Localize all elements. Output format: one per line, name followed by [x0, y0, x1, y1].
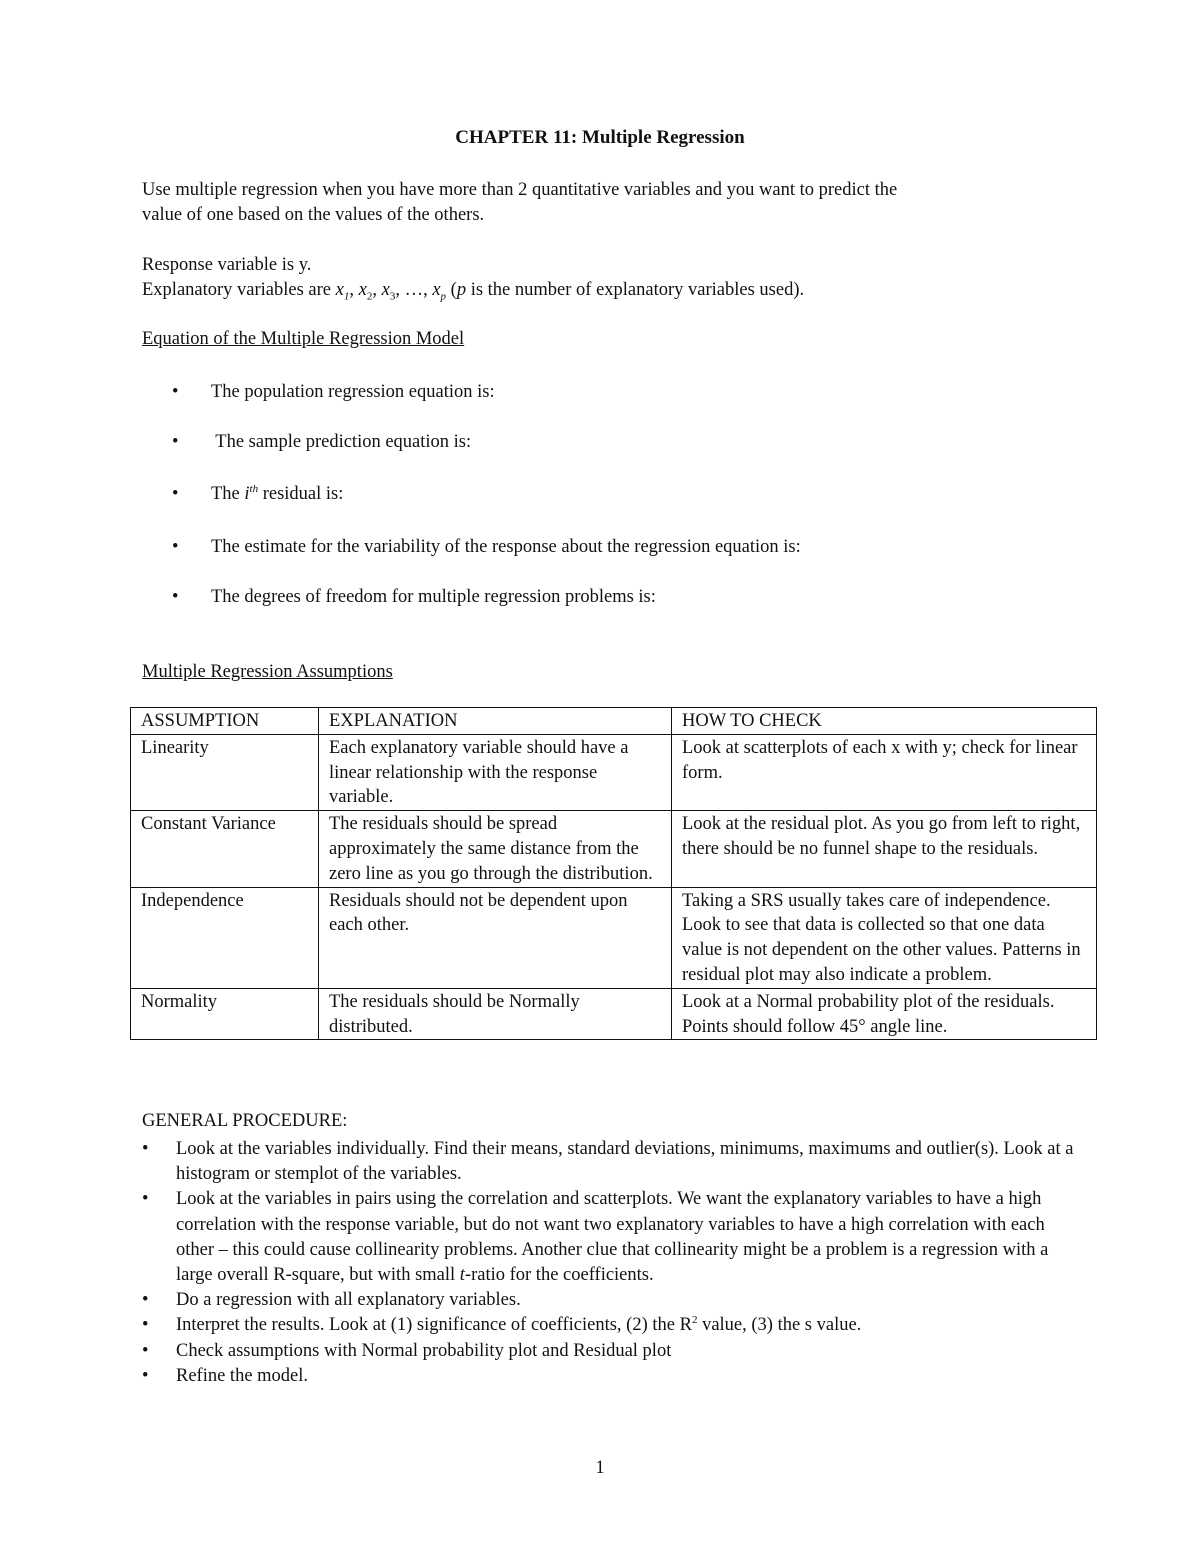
- list-item: • Look at the variables individually. Find their means, standard deviations, minimums, maximums and outlier(s). Look at a histogram or stemplot of the variables.: [142, 1139, 1074, 1185]
- procedure-list: [142, 1137, 1082, 1389]
- table-row: [131, 988, 1097, 1040]
- table-row: [131, 887, 1097, 988]
- bullet-dot: •: [142, 1139, 149, 1159]
- explanation-cell: The residuals should be Normally distributed.: [319, 988, 672, 1040]
- bullet-dot: •: [172, 432, 179, 452]
- check-cell: Look at a Normal probability plot of the residuals. Points should follow 45° angle line.: [672, 988, 1097, 1040]
- table-header-row: [131, 708, 1097, 735]
- list-item: • Look at the variables in pairs using the correlation and scatterplots. We want the explanatory variables to have a high correlation with the response variable, but do not want two explanatory variables to have a high correlation with each other – this could cause collinearity problems. Another clue that collinearity might be a problem is a regression with a large overall R-square, but with small t-ratio for the coefficients.: [142, 1189, 1049, 1286]
- assumption-cell: Normality: [131, 988, 319, 1040]
- list-item: • Refine the model.: [142, 1364, 1082, 1389]
- check-cell: Look at the residual plot. As you go from left to right, there should be no funnel shape to the residuals.: [672, 811, 1097, 887]
- explanation-cell: Each explanatory variable should have a linear relationship with the response variable.: [319, 734, 672, 810]
- bullet-dot: •: [142, 1340, 149, 1361]
- check-cell: Taking a SRS usually takes care of independence. Look to see that data is collected so that one data value is not dependent on the other values. Patterns in residual plot may also indicate a problem.: [672, 887, 1097, 988]
- assumptions-section-heading: Multiple Regression Assumptions: [142, 662, 393, 682]
- table-row: [131, 734, 1097, 810]
- check-cell: Look at scatterplots of each x with y; check for linear form.: [672, 734, 1097, 810]
- table-row: [131, 811, 1097, 887]
- response-variable-text: Response variable is y.: [142, 255, 312, 275]
- assumption-cell: Linearity: [131, 734, 319, 810]
- explanation-cell: Residuals should not be dependent upon each other.: [319, 887, 672, 988]
- chapter-title: CHAPTER 11: Multiple Regression: [455, 127, 745, 148]
- bullet-dot: •: [172, 484, 179, 504]
- bullet-dot: •: [142, 1189, 149, 1210]
- bullet-dot: •: [142, 1315, 149, 1336]
- document-page: CHAPTER 11: Multiple Regression Use multiple regression when you have more than 2 quantitative variables and you want to predict the value of one based on the values of the others. Response variable is y. Explanatory variables are $x_1$, $x_2$, $x_3$, …, $x_p$ (p is the number of explanatory variables used). Equation of the Multiple Regression Model • The population regression equation is: • The sample prediction equation is: • The $i^{th}$ residual is: • The estimate for the variability of the response about the regression equation is: • The degrees of freedom for multiple regression problems is: Multiple Regression Assumptions ASSUMPTION EXPLANATION HOW TO CHECK Linearity Each explanatory variable should have a linear relationship with the response variable. Look at scatterplots of each x with y; check for linear form. Constant Variance The residuals should be spread approximately the same distance from the zero line as you go through the distribution. Look at the residual plot. As you go from left to right, there should be no funnel shape to the residuals. Independence Residuals should not be dependent upon each other. Taking a SRS usually takes care of independence. Look to see that data is collected so that one data value is not dependent on the other values. Patterns in residual plot may also indicate a problem. Normality The residuals should be Normally distributed. Look at a Normal probability plot of the residuals. Points should follow 45° angle line. GENERAL PROCEDURE: • Look at the variables individually. Find their means, standard deviations, minimums, maximums and outlier(s). Look at a histogram or stemplot of the variables. • Look at the variables in pairs using the correlation and scatterplots. We want the explanatory variables to have a high correlation with the response variable, but do not want two explanatory variables to have a high correlation with each other – this could cause collinearity problems. Another clue that collinearity might be a problem is a regression with a large overall R-square, but with small t-ratio for the coefficients. • Do a regression with all explanatory variables. • Interpret the results. Look at (1) significance of coefficients, (2) the $R^2$ value, (3) the s value. • Check assumptions with Normal probability plot and Residual plot • Refine the model. 1: [0, 0, 1200, 1553]
- assumption-cell: Constant Variance: [131, 811, 319, 887]
- intro-line-1: Use multiple regression when you have more than 2 quantitative variables and you want to predict the: [142, 180, 898, 200]
- table-header-cell: EXPLANATION: [319, 708, 672, 735]
- bullet-dot: •: [172, 382, 179, 402]
- table-header-cell: ASSUMPTION: [131, 708, 319, 735]
- table-header-cell: HOW TO CHECK: [672, 708, 1097, 735]
- procedure-heading: GENERAL PROCEDURE:: [142, 1111, 348, 1131]
- list-item: • Check assumptions with Normal probability plot and Residual plot: [142, 1339, 1082, 1364]
- assumptions-table: [130, 707, 1097, 1040]
- equation-section-heading: Equation of the Multiple Regression Model: [142, 329, 465, 349]
- assumption-cell: Independence: [131, 887, 319, 988]
- list-item: • Interpret the results. Look at (1) significance of coefficients, (2) the $R^2$ value, (3) the s value.: [142, 1313, 1082, 1338]
- bullet-dot: •: [142, 1365, 149, 1386]
- intro-line-2: value of one based on the values of the others.: [142, 205, 485, 225]
- bullet-dot: •: [172, 587, 179, 607]
- bullet-dot: •: [172, 537, 179, 557]
- list-item: • Do a regression with all explanatory variables.: [142, 1288, 1082, 1313]
- explanatory-variables-text: Explanatory variables are $x_1$, $x_2$, $x_3$, …, $x_p$ (p is the number of explanatory variables used).: [142, 280, 805, 303]
- explanation-cell: The residuals should be spread approximately the same distance from the zero line as you go through the distribution.: [319, 811, 672, 887]
- page-number: 1: [595, 1458, 605, 1478]
- bullet-dot: •: [142, 1290, 149, 1311]
